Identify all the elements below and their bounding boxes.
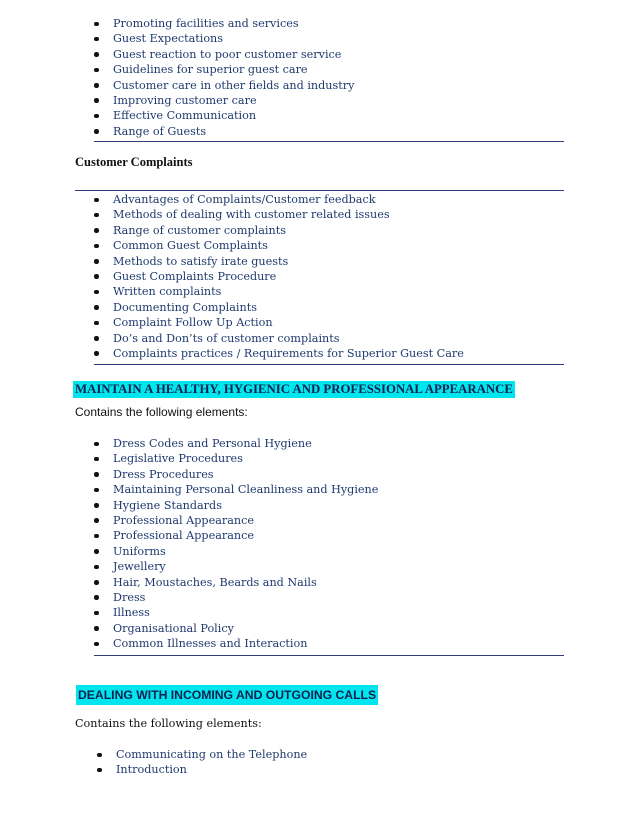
divider xyxy=(94,364,564,365)
appearance-intro-text: Contains the following elements: xyxy=(75,405,248,419)
list-item: Maintaining Personal Cleanliness and Hygiene xyxy=(94,482,378,497)
guest-care-list xyxy=(94,16,354,139)
list-item: Introduction xyxy=(97,762,307,777)
list-item: Guest Complaints Procedure xyxy=(94,269,464,284)
list-item: Illness xyxy=(94,605,378,620)
list-item: Guest reaction to poor customer service xyxy=(94,47,354,62)
list-item: Dress xyxy=(94,590,378,605)
list-item: Common Illnesses and Interaction xyxy=(94,636,378,651)
appearance-section-heading: MAINTAIN A HEALTHY, HYGIENIC AND PROFESSIONAL APPEARANCE xyxy=(75,382,513,396)
list-item: Guest Expectations xyxy=(94,31,354,46)
list-item: Methods of dealing with customer related issues xyxy=(94,207,464,222)
list-item: Advantages of Complaints/Customer feedback xyxy=(94,192,464,207)
list-item: Uniforms xyxy=(94,544,378,559)
customer-complaints-heading: Customer Complaints xyxy=(75,155,193,169)
list-item: Professional Appearance xyxy=(94,528,378,543)
divider xyxy=(75,190,564,191)
list-item: Do’s and Don’ts of customer complaints xyxy=(94,331,464,346)
customer-complaints-list xyxy=(94,192,464,361)
list-item: Hygiene Standards xyxy=(94,498,378,513)
calls-intro-text: Contains the following elements: xyxy=(75,717,262,730)
list-item: Common Guest Complaints xyxy=(94,238,464,253)
list-item: Methods to satisfy irate guests xyxy=(94,254,464,269)
list-item: Complaint Follow Up Action xyxy=(94,315,464,330)
list-item: Hair, Moustaches, Beards and Nails xyxy=(94,575,378,590)
divider xyxy=(94,141,564,142)
list-item: Dress Procedures xyxy=(94,467,378,482)
list-item: Documenting Complaints xyxy=(94,300,464,315)
list-item: Organisational Policy xyxy=(94,621,378,636)
list-item: Guidelines for superior guest care xyxy=(94,62,354,77)
list-item: Jewellery xyxy=(94,559,378,574)
list-item: Legislative Procedures xyxy=(94,451,378,466)
list-item: Customer care in other fields and industry xyxy=(94,78,354,93)
list-item: Communicating on the Telephone xyxy=(97,747,307,762)
list-item: Range of customer complaints xyxy=(94,223,464,238)
calls-list xyxy=(97,747,307,778)
list-item: Range of Guests xyxy=(94,124,354,139)
list-item: Dress Codes and Personal Hygiene xyxy=(94,436,378,451)
list-item: Professional Appearance xyxy=(94,513,378,528)
calls-section-heading: DEALING WITH INCOMING AND OUTGOING CALLS xyxy=(76,685,378,705)
list-item: Complaints practices / Requirements for Superior Guest Care xyxy=(94,346,464,361)
list-item: Promoting facilities and services xyxy=(94,16,354,31)
divider xyxy=(94,655,564,656)
appearance-list xyxy=(94,436,378,651)
list-item: Written complaints xyxy=(94,284,464,299)
list-item: Effective Communication xyxy=(94,108,354,123)
list-item: Improving customer care xyxy=(94,93,354,108)
